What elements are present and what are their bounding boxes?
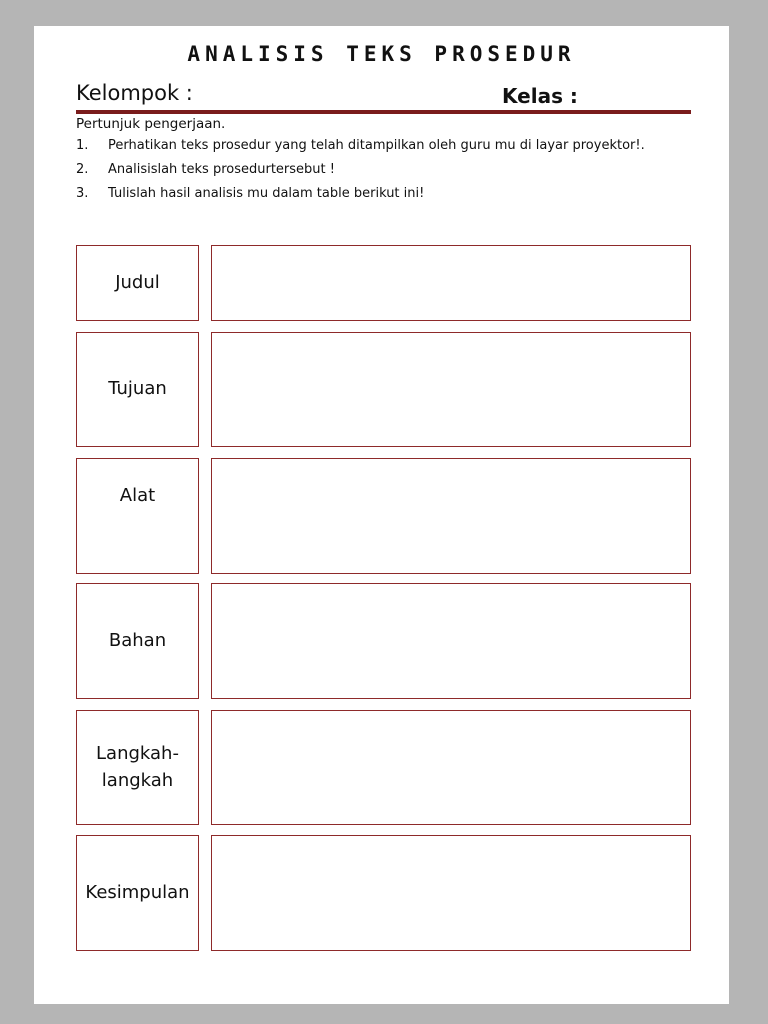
instruction-number: 2. xyxy=(76,162,89,177)
row-label-bahan: Bahan xyxy=(76,583,199,699)
instruction-number: 1. xyxy=(76,138,89,153)
answer-box-kesimpulan[interactable] xyxy=(211,835,691,951)
instruction-item xyxy=(76,138,716,162)
instruction-text: Analisislah teks prosedurtersebut ! xyxy=(108,162,335,177)
answer-box-judul[interactable] xyxy=(211,245,691,321)
answer-box-alat[interactable] xyxy=(211,458,691,574)
kelompok-label: Kelompok : xyxy=(76,81,193,105)
answer-box-tujuan[interactable] xyxy=(211,332,691,447)
answer-box-bahan[interactable] xyxy=(211,583,691,699)
row-label-kesimpulan: Kesimpulan xyxy=(76,835,199,951)
instruction-item xyxy=(76,162,716,186)
header-divider xyxy=(76,110,691,114)
instructions-heading: Pertunjuk pengerjaan. xyxy=(76,116,226,132)
instruction-item xyxy=(76,186,716,210)
row-label-tujuan: Tujuan xyxy=(76,332,199,447)
instructions-list xyxy=(76,138,716,210)
row-label-langkah-langkah: Langkah- langkah xyxy=(76,710,199,825)
worksheet-page xyxy=(34,26,729,1004)
answer-box-langkah-langkah[interactable] xyxy=(211,710,691,825)
instruction-text: Tulislah hasil analisis mu dalam table berikut ini! xyxy=(108,186,425,201)
instruction-number: 3. xyxy=(76,186,89,201)
kelas-label: Kelas : xyxy=(502,84,578,108)
row-label-alat: Alat xyxy=(76,458,199,574)
instruction-text: Perhatikan teks prosedur yang telah ditampilkan oleh guru mu di layar proyektor!. xyxy=(108,138,645,153)
page-title: ANALISIS TEKS PROSEDUR xyxy=(187,42,576,66)
row-label-judul: Judul xyxy=(76,245,199,321)
